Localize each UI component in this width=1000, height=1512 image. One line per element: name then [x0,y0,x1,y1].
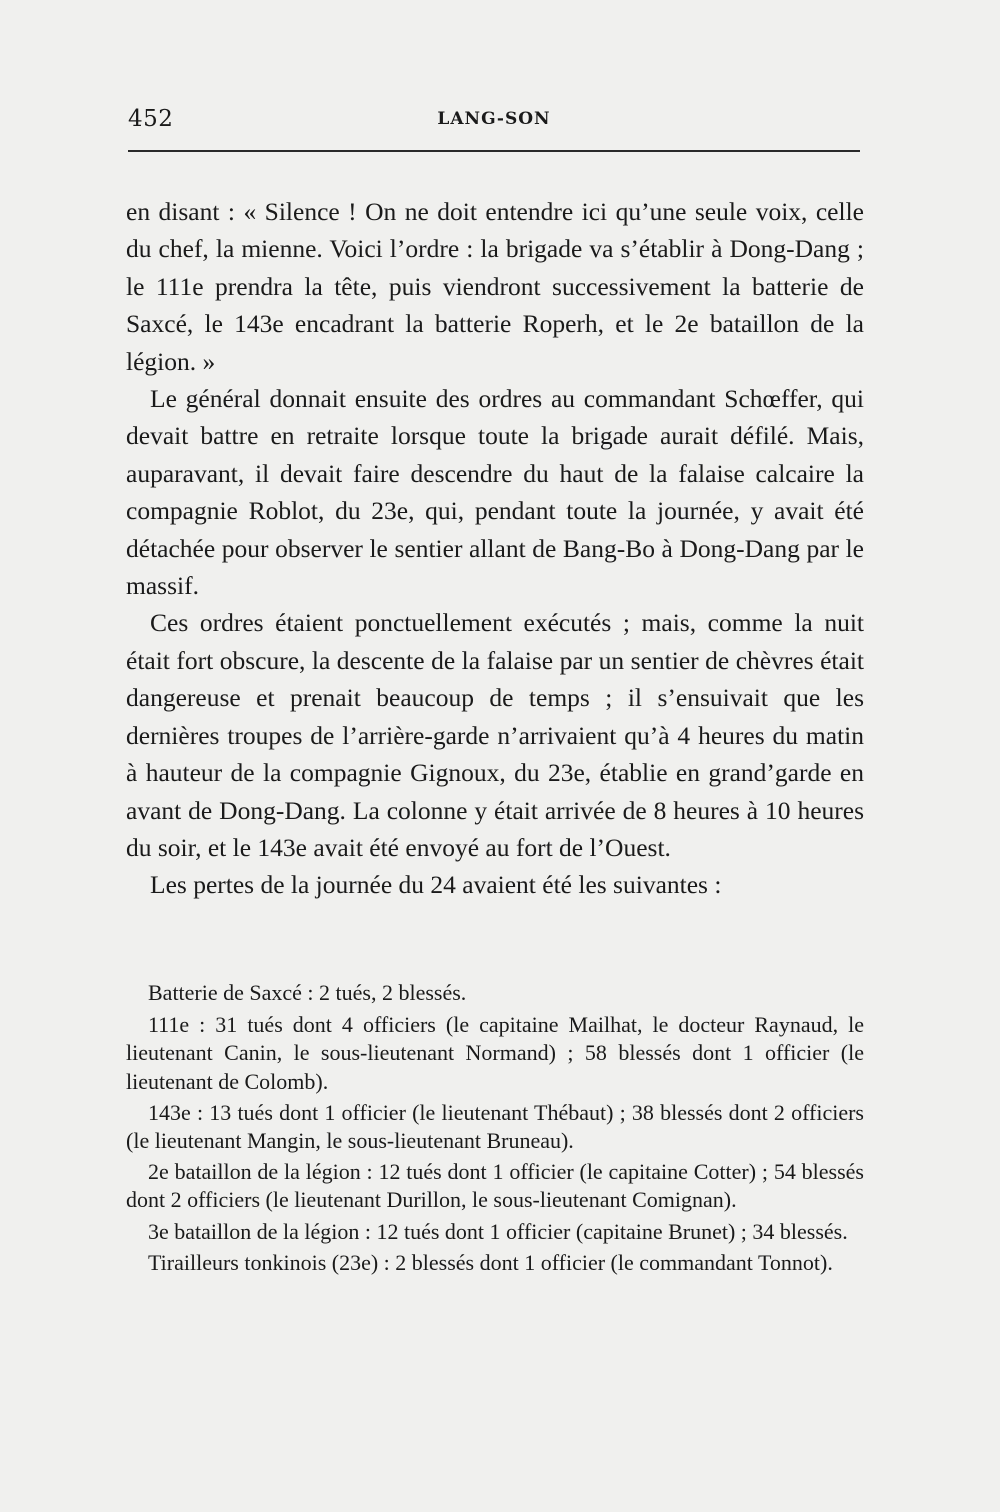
casualty-entry: 143e : 13 tués dont 1 officier (le lieutenant Thébaut) ; 38 blessés dont 2 officiers (le lieutenant Mangin, le sous-lieutenant Bruneau). [126,1099,864,1154]
paragraph-2: Le général donnait ensuite des ordres au commandant Schœffer, qui devait battre en retraite lorsque toute la brigade aurait défilé. Mais, auparavant, il devait faire descendre du haut de la falaise calcaire la compagnie Roblot, du 23e, qui, pendant toute la journée, y avait été détachée pour observer le sentier allant de Bang-Bo à Dong-Dang par le massif. [126,384,864,601]
casualty-entry: 111e : 31 tués dont 4 officiers (le capitaine Mailhat, le docteur Raynaud, le lieutenant Canin, le sous-lieutenant Normand) ; 58 blessés dont 1 officier (le lieutenant de Colomb). [126,1012,864,1094]
page-number: 452 [128,106,174,132]
paragraph-1: en disant : « Silence ! On ne doit entendre ici qu’une seule voix, celle du chef, la mienne. Voici l’ordre : la brigade va s’établir à Dong-Dang ; le 111e prendra la tête, puis viendront successivement la batterie de Saxcé, le 143e encadrant la batterie Roperh, et le 2e bataillon de la légion. » [126,197,864,376]
casualty-entry: Batterie de Saxcé : 2 tués, 2 blessés. [148,980,467,1005]
main-text [126,193,864,904]
header-rule [128,150,860,152]
casualty-entry: 3e bataillon de la légion : 12 tués dont 1 officier (capitaine Brunet) ; 34 blessés. [148,1218,848,1244]
paragraph-3: Ces ordres étaient ponctuellement exécutés ; mais, comme la nuit était fort obscure, la descente de la falaise par un sentier de chèvres était dangereuse et prenait beaucoup de temps ; il s’ensuivait que les dernières troupes de l’arrière-garde n’arrivaient qu’à 4 heures du matin à hauteur de la compagnie Gignoux, du 23e, établie en grand’garde en avant de Dong-Dang. La colonne y était arrivée de 8 heures à 10 heures du soir, et le 143e avait été envoyé au fort de l’Ouest. [126,608,864,862]
running-title: LANG-SON [437,109,551,129]
page-header [128,106,860,136]
paragraph-4: Les pertes de la journée du 24 avaient été les suivantes : [150,870,722,900]
casualty-entry: Tirailleurs tonkinois (23e) : 2 blessés dont 1 officier (le commandant Tonnot). [148,1249,833,1275]
casualty-entry: 2e bataillon de la légion : 12 tués dont 1 officier (le capitaine Cotter) ; 54 blessés dont 2 officiers (le lieutenant Durillon, le sous-lieutenant Comignan). [126,1159,864,1213]
casualty-list [126,979,864,1280]
